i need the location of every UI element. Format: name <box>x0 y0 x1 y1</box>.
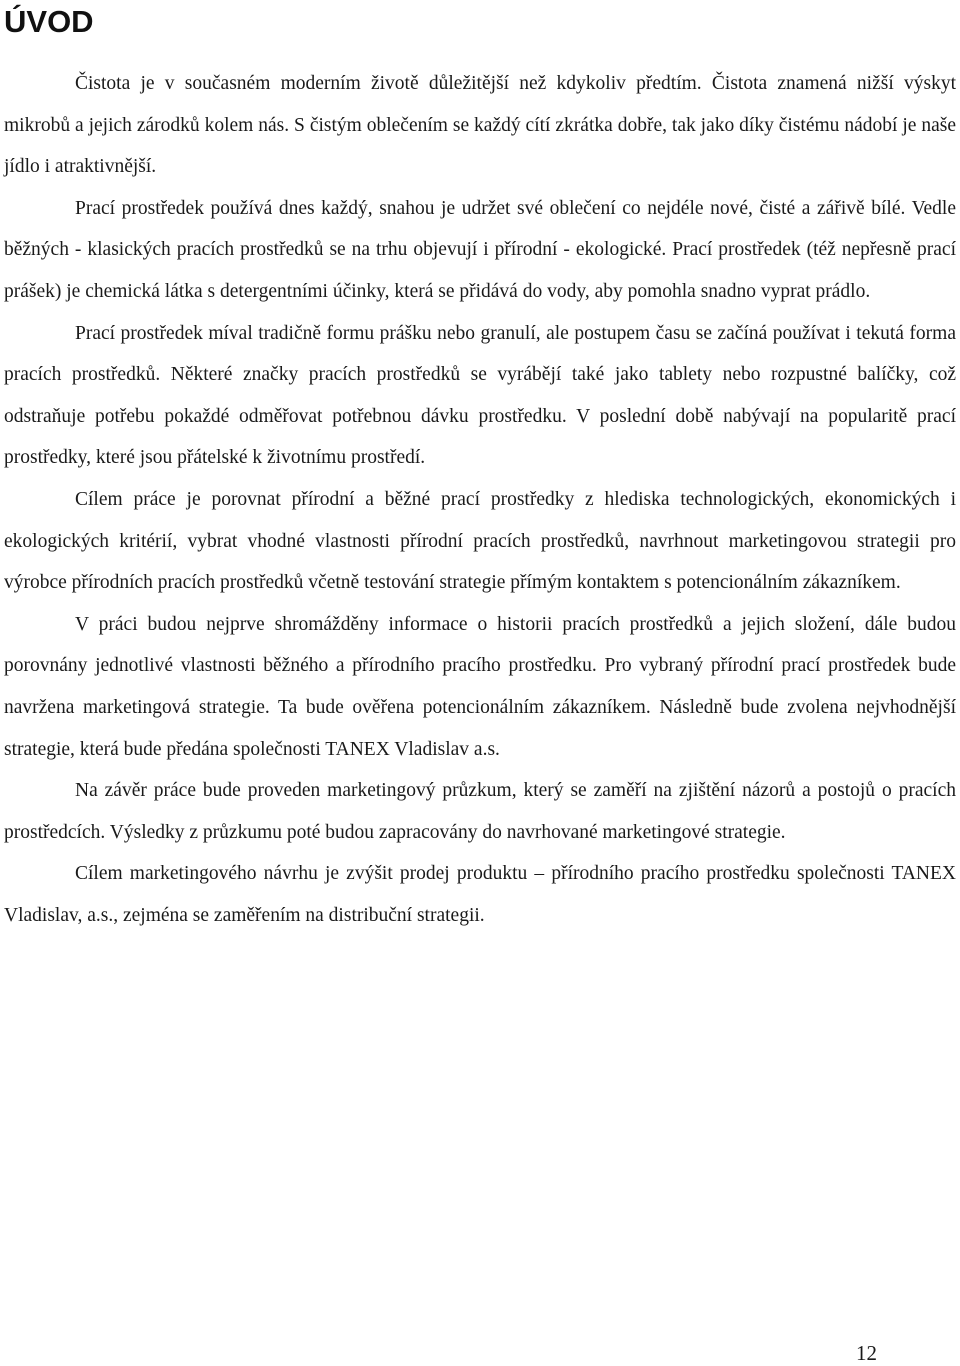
paragraph-7: Cílem marketingového návrhu je zvýšit prodej produktu – přírodního pracího prostředku společnosti TANEX Vladislav, a.s., zejména se zaměřením na distribuční strategii. <box>4 863 956 926</box>
page-title: ÚVOD <box>4 4 94 39</box>
paragraph-2: Prací prostředek používá dnes každý, snahou je udržet své oblečení co nejdéle nové, čisté a zářivě bílé. Vedle běžných - klasických pracích prostředků se na trhu objevují i přírodní - ekologické. Prací prostředek (též nepřesně prací prášek) je chemická látka s detergentními účinky, která se přidává do vody, aby pomohla snadno vyprat prádlo. <box>4 197 956 302</box>
paragraph-1: Čistota je v současném moderním životě důležitější než kdykoliv předtím. Čistota znamená nižší výskyt mikrobů a jejich zárodků kolem nás. S čistým oblečením se každý cítí zkrátka dobře, tak jako díky čistému nádobí je naše jídlo i atraktivnější. <box>4 73 956 178</box>
paragraph-4: Cílem práce je porovnat přírodní a běžné prací prostředky z hlediska technologických, ekonomických i ekologických kritérií, vybrat vhodné vlastnosti přírodní pracích prostředků, navrhnout marketingovou strategii pro výrobce přírodních pracích prostředků včetně testování strategie přímým kontaktem s potencionálním zákazníkem. <box>4 488 956 594</box>
paragraph-3: Prací prostředek míval tradičně formu prášku nebo granulí, ale postupem času se začíná používat i tekutá forma pracích prostředků. Některé značky pracích prostředků se vyrábějí také jako tablety nebo rozpustné balíčky, což odstraňuje potřebu pokaždé odměřovat potřebnou dávku prostředku. V poslední době nabývají na popularitě prací prostředky, které jsou přátelské k životnímu prostředí. <box>4 322 956 469</box>
body-text <box>4 63 956 936</box>
paragraph-6: Na závěr práce bude proveden marketingový průzkum, který se zaměří na zjištění názorů a postojů o pracích prostředcích. Výsledky z průzkumu poté budou zapracovány do navrhované marketingové strategie. <box>4 780 956 843</box>
paragraph-5: V práci budou nejprve shromážděny informace o historii pracích prostředků a jejich složení, dále budou porovnány jednotlivé vlastnosti běžného a přírodního pracího prostředku. Pro vybraný přírodní prací prostředek bude navržena marketingová strategie. Ta bude ověřena potencionálním zákazníkem. Následně bude zvolena nejvhodnější strategie, která bude předána společnosti TANEX Vladislav a.s. <box>4 613 956 760</box>
page-number: 12 <box>856 1341 877 1365</box>
